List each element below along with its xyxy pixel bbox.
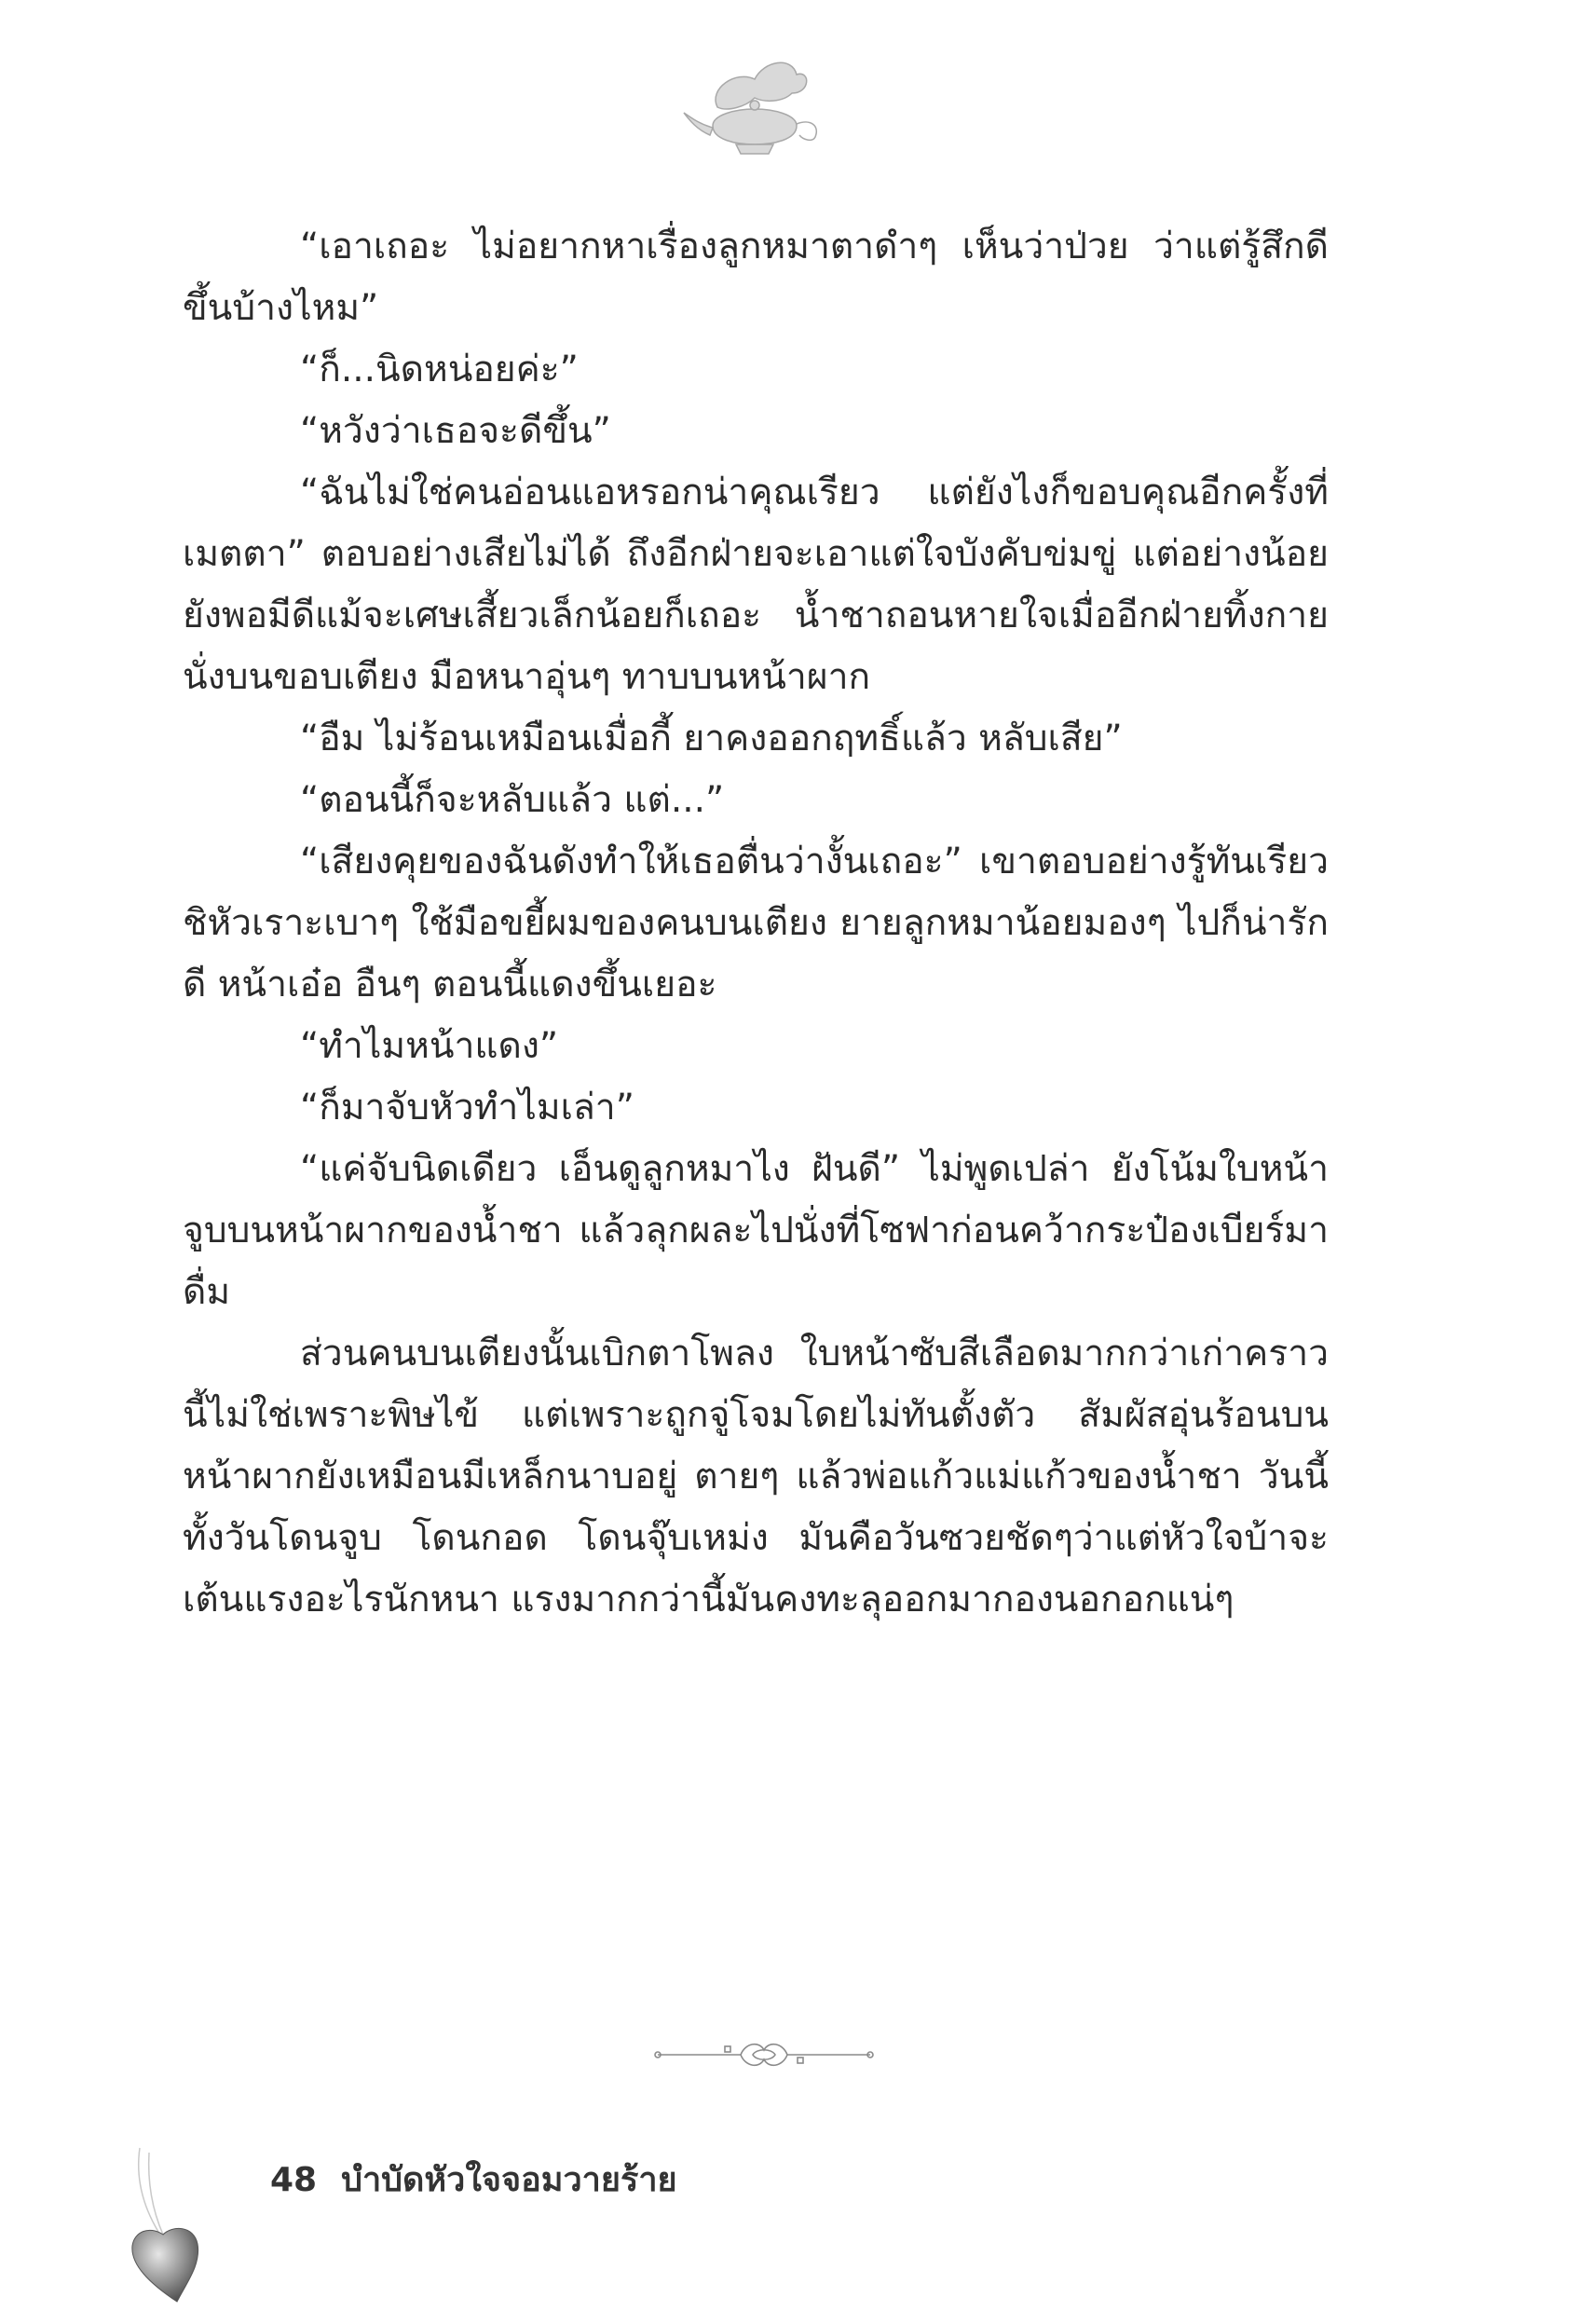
page-number: 48	[270, 2161, 318, 2199]
paragraph: “ก็มาจับหัวทำไมเล่า”	[300, 1087, 634, 1128]
genie-lamp-icon	[680, 51, 829, 163]
paragraph: “ตอนนี้ก็จะหลับแล้ว แต่...”	[300, 779, 725, 821]
book-title: บำบัดหัวใจจอมวายร้าย	[341, 2161, 677, 2199]
paragraph: “หวังว่าเธอจะดีขึ้น”	[300, 410, 611, 452]
paragraph: “เสียงคุยของฉันดังทำให้เธอตื่นว่างั้นเถอะ” เขาตอบอย่างรู้ทันเรียวชิหัวเราะเบาๆ ใช้มือขยี้ผมของคนบนเตียง ยายลูกหมาน้อยมองๆ ไปก็น่ารักดี หน้าเอ๋อ อืนๆ ตอนนี้แดงขึ้นเยอะ	[183, 841, 1329, 1005]
body-text	[183, 216, 1329, 1631]
flourish-divider-icon	[652, 2031, 876, 2078]
paragraph: ส่วนคนบนเตียงนั้นเบิกตาโพลง ใบหน้าซับสีเลือดมากกว่าเก่าคราวนี้ไม่ใช่เพราะพิษไข้ แต่เพราะถูกจู่โจมโดยไม่ทันตั้งตัว สัมผัสอุ่นร้อนบนหน้าผากยังเหมือนมีเหล็กนาบอยู่ ตายๆ แล้วพ่อแก้วแม่แก้วของน้ำชา วันนี้ทั้งวันโดนจูบ โดนกอด โดนจุ๊บเหม่ง มันคือวันซวยชัดๆว่าแต่หัวใจบ้าจะเต้นแรงอะไรนักหนา แรงมากกว่านี้มันคงทะลุออกมากองนอกอกแน่ๆ	[183, 1333, 1329, 1620]
paragraph: “ก็...นิดหน่อยค่ะ”	[300, 349, 579, 390]
paragraph: “อืม ไม่ร้อนเหมือนเมื่อกี้ ยาคงออกฤทธิ์แล้ว หลับเสีย”	[300, 718, 1123, 759]
heart-charm-icon	[121, 2143, 242, 2306]
paragraph: “เอาเถอะ ไม่อยากหาเรื่องลูกหมาตาดำๆ เห็นว่าป่วย ว่าแต่รู้สึกดีขึ้นบ้างไหม”	[183, 226, 1329, 329]
paragraph: “ทำไมหน้าแดง”	[300, 1025, 559, 1067]
page-footer	[270, 2153, 677, 2208]
paragraph: “แค่จับนิดเดียว เอ็นดูลูกหมาไง ฝันดี” ไม่พูดเปล่า ยังโน้มใบหน้าจูบบนหน้าผากของน้ำชา แล้วลุกผละไปนั่งที่โซฟาก่อนคว้ากระป๋องเบียร์มาดื่ม	[183, 1148, 1329, 1313]
paragraph: “ฉันไม่ใช่คนอ่อนแอหรอกน่าคุณเรียว แต่ยังไงก็ขอบคุณอีกครั้งที่เมตตา” ตอบอย่างเสียไม่ได้ ถึงอีกฝ่ายจะเอาแต่ใจบังคับข่มขู่ แต่อย่างน้อยยังพอมีดีแม้จะเศษเสี้ยวเล็กน้อยก็เถอะ น้ำชาถอนหายใจเมื่ออีกฝ่ายทิ้งกายนั่งบนขอบเตียง มือหนาอุ่นๆ ทาบบนหน้าผาก	[183, 472, 1329, 698]
